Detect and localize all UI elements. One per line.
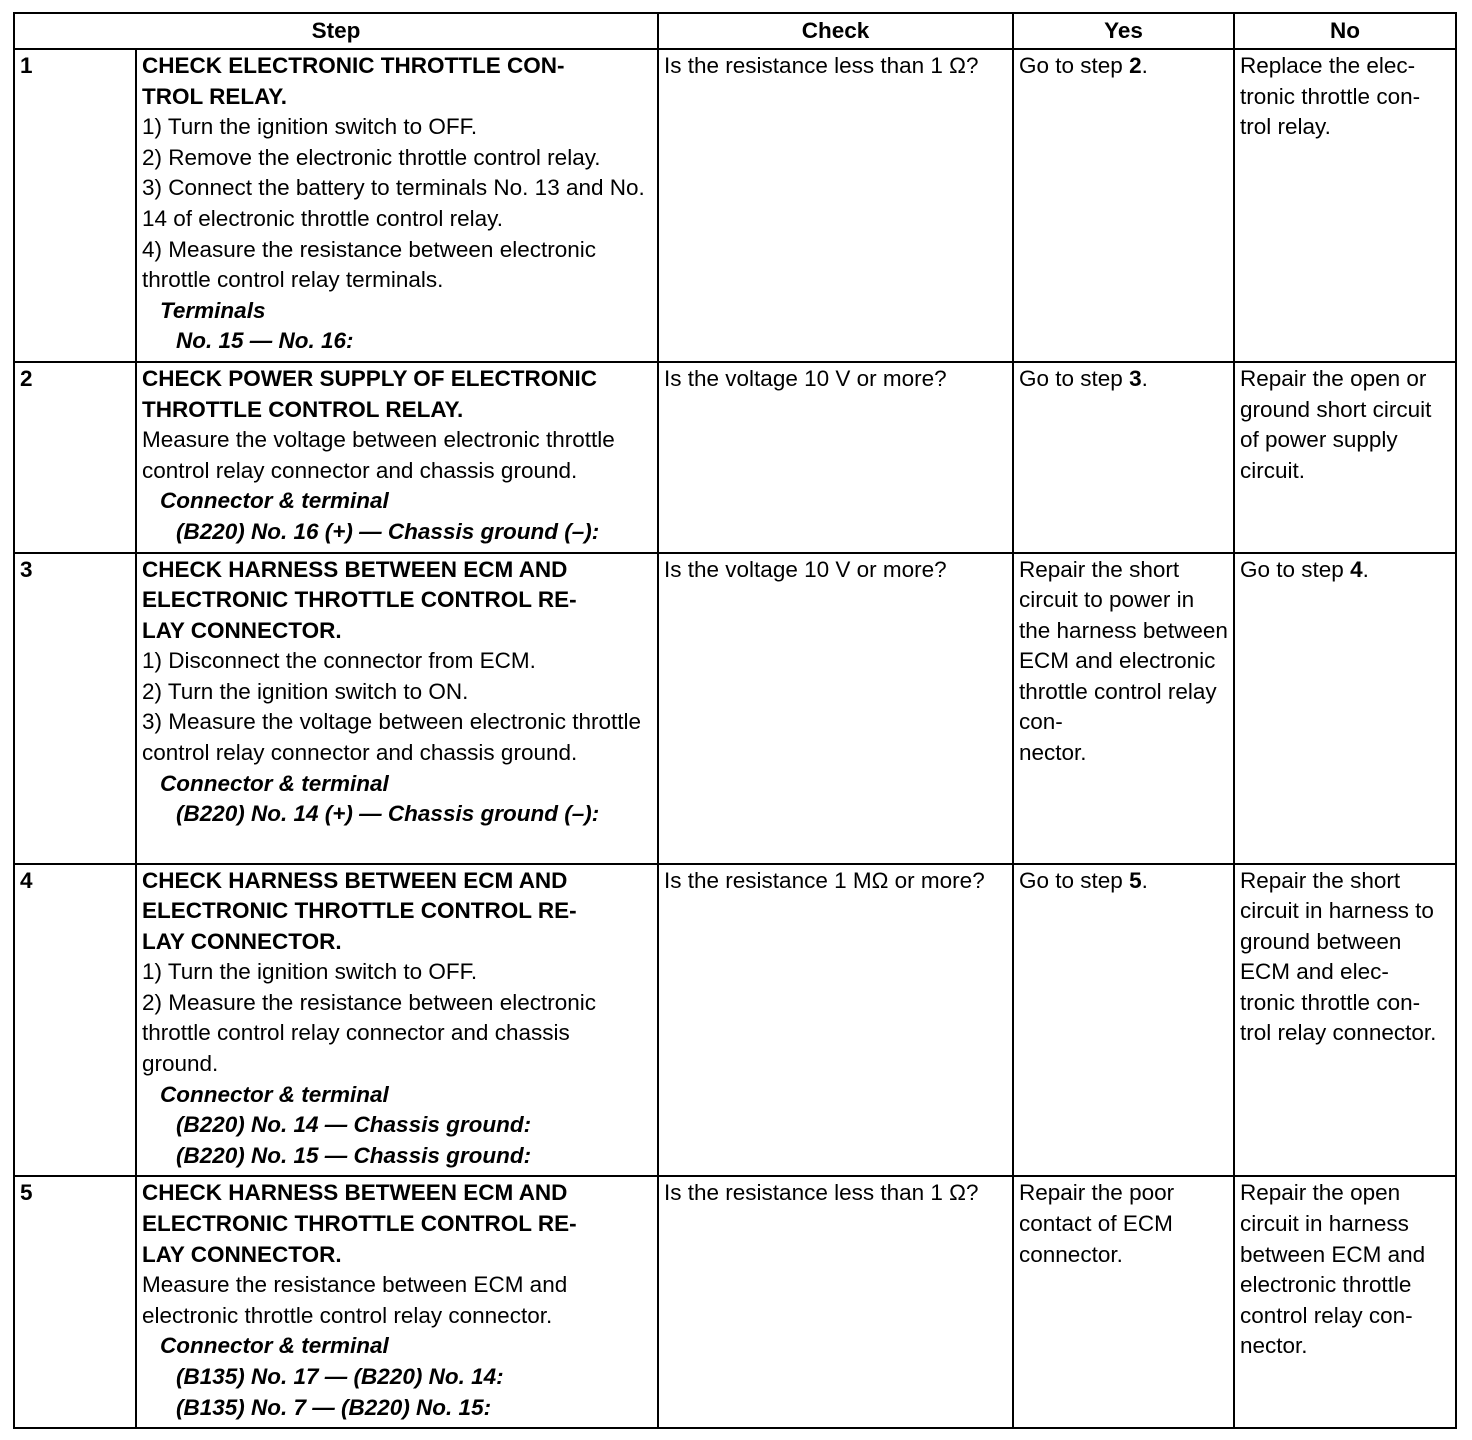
spec-heading: Connector & terminal <box>160 770 389 796</box>
table-row <box>14 362 1456 553</box>
yes-action <box>1013 864 1234 1177</box>
no-prefix: Go to step <box>1240 556 1351 582</box>
table-row <box>14 49 1456 362</box>
step-line: 3) Measure the voltage between electronic throttle control relay connector and chassis ground. <box>142 709 642 766</box>
step-description <box>136 1176 658 1428</box>
spec-heading: Connector & terminal <box>160 1333 389 1359</box>
spec-value: (B220) No. 14 (+) — Chassis ground (–): <box>176 801 600 827</box>
spec-value: No. 15 — No. 16: <box>176 328 354 354</box>
yes-suffix: . <box>1141 53 1148 78</box>
header-no: No <box>1234 13 1456 49</box>
no-action: Replace the elec- tronic throttle con- trol relay. <box>1234 49 1456 362</box>
yes-prefix: Go to step <box>1019 365 1130 391</box>
yes-prefix: Go to step <box>1019 867 1130 893</box>
no-suffix: . <box>1362 556 1369 582</box>
step-line: 1) Turn the ignition switch to OFF. <box>142 959 478 985</box>
yes-step-number: 2 <box>1129 53 1142 78</box>
spec-value: (B135) No. 7 — (B220) No. 15: <box>176 1394 492 1420</box>
check-question: Is the resistance 1 MΩ or more? <box>658 864 1013 1177</box>
step-line: 2) Turn the ignition switch to ON. <box>142 678 469 704</box>
yes-step-number: 5 <box>1129 867 1142 893</box>
step-title: CHECK ELECTRONIC THROTTLE CON- TROL RELAY. <box>142 53 565 109</box>
spec-heading: Terminals <box>160 297 266 323</box>
step-title: CHECK HARNESS BETWEEN ECM AND ELECTRONIC THROTTLE CONTROL RE- LAY CONNECTOR. <box>142 867 577 954</box>
yes-suffix: . <box>1141 365 1148 391</box>
table-row <box>14 864 1456 1177</box>
step-number: 4 <box>14 864 136 1177</box>
step-title: CHECK POWER SUPPLY OF ELECTRONIC THROTTLE CONTROL RELAY. <box>142 365 598 422</box>
header-check: Check <box>658 13 1013 49</box>
table-row <box>14 553 1456 864</box>
step-number: 5 <box>14 1176 136 1428</box>
step-line: 3) Connect the battery to terminals No. 13 and No. 14 of electronic throttle control relay. <box>142 175 645 231</box>
step-description <box>136 553 658 864</box>
spec-value: (B135) No. 17 — (B220) No. 14: <box>176 1364 504 1389</box>
check-question: Is the resistance less than 1 Ω? <box>658 1176 1013 1428</box>
step-line: 1) Turn the ignition switch to OFF. <box>142 114 478 140</box>
no-action: Repair the open or ground short circuit of power supply circuit. <box>1234 362 1456 553</box>
no-step-number: 4 <box>1350 556 1363 582</box>
no-action <box>1234 553 1456 864</box>
yes-action <box>1013 362 1234 553</box>
step-number: 1 <box>14 49 136 362</box>
step-line: Measure the resistance between ECM and electronic throttle control relay connector. <box>142 1272 568 1328</box>
step-description <box>136 864 658 1177</box>
no-action: Repair the short circuit in harness to ground between ECM and elec- tronic throttle con- trol relay connector. <box>1234 864 1456 1177</box>
step-description <box>136 49 658 362</box>
step-number: 2 <box>14 362 136 553</box>
spec-value: (B220) No. 15 — Chassis ground: <box>176 1142 532 1168</box>
yes-action: Repair the short circuit to power in the harness between ECM and electronic throttle control relay con- nector. <box>1013 553 1234 864</box>
step-line: 2) Measure the resistance between electronic throttle control relay connector and chassis ground. <box>142 989 596 1077</box>
header-yes: Yes <box>1013 13 1234 49</box>
yes-action <box>1013 49 1234 362</box>
yes-prefix: Go to step <box>1019 53 1130 78</box>
step-number: 3 <box>14 553 136 864</box>
check-question: Is the voltage 10 V or more? <box>658 362 1013 553</box>
yes-action: Repair the poor contact of ECM connector. <box>1013 1176 1234 1428</box>
yes-suffix: . <box>1141 867 1148 893</box>
check-question: Is the resistance less than 1 Ω? <box>658 49 1013 362</box>
diagnostic-table <box>13 12 1457 1429</box>
step-line: 4) Measure the resistance between electronic throttle control relay terminals. <box>142 236 596 293</box>
header-row <box>14 13 1456 49</box>
step-title: CHECK HARNESS BETWEEN ECM AND ELECTRONIC THROTTLE CONTROL RE- LAY CONNECTOR. <box>142 1180 577 1267</box>
spec-heading: Connector & terminal <box>160 488 389 514</box>
step-line: 1) Disconnect the connector from ECM. <box>142 648 536 674</box>
check-question: Is the voltage 10 V or more? <box>658 553 1013 864</box>
header-step: Step <box>14 13 658 49</box>
yes-step-number: 3 <box>1129 365 1142 391</box>
spec-heading: Connector & terminal <box>160 1081 389 1107</box>
step-description <box>136 362 658 553</box>
no-action: Repair the open circuit in harness between ECM and electronic throttle control relay con- nector. <box>1234 1176 1456 1428</box>
step-line: Measure the voltage between electronic throttle control relay connector and chassis ground. <box>142 427 615 483</box>
spec-value: (B220) No. 16 (+) — Chassis ground (–): <box>176 518 600 544</box>
step-line: 2) Remove the electronic throttle control relay. <box>142 144 601 170</box>
step-title: CHECK HARNESS BETWEEN ECM AND ELECTRONIC THROTTLE CONTROL RE- LAY CONNECTOR. <box>142 556 577 643</box>
spec-value: (B220) No. 14 — Chassis ground: <box>176 1112 532 1138</box>
table-row <box>14 1176 1456 1428</box>
